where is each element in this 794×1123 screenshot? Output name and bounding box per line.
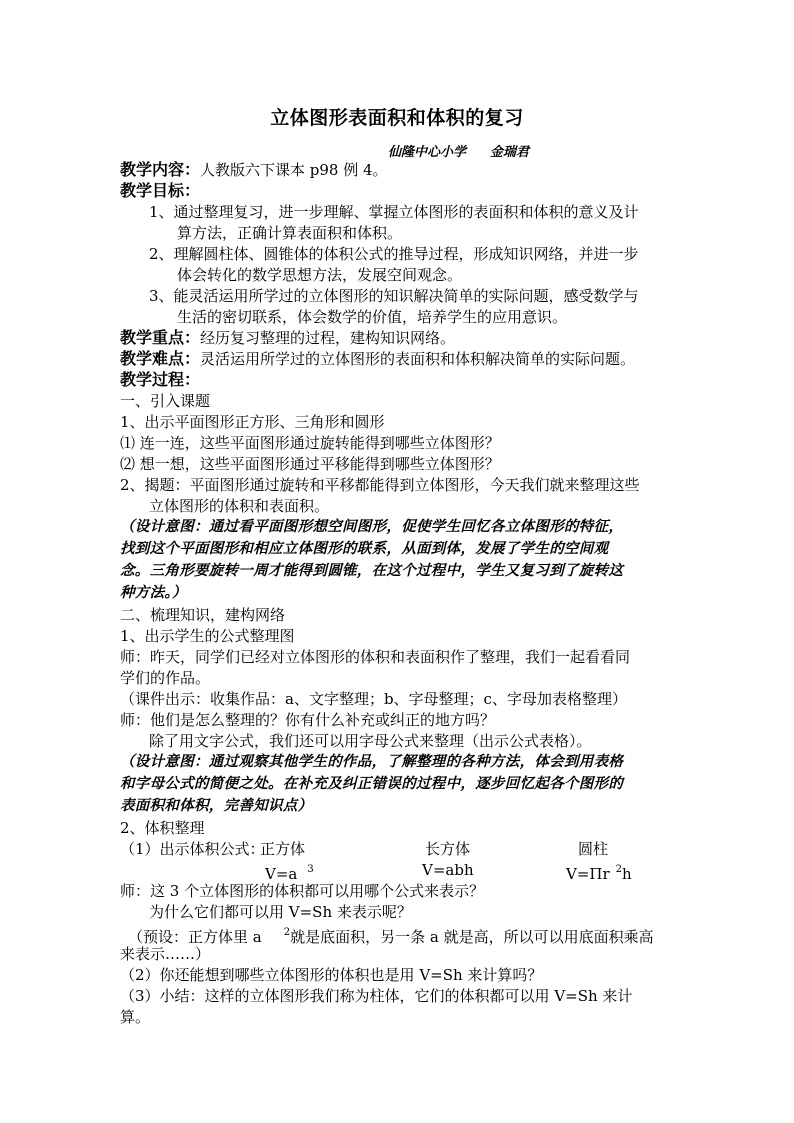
step-2-1-courseware: （课件出示：收集作品：a、文字整理；b、字母整理；c、字母加表格整理） [120,690,627,708]
question-2: 为什么它们都可以用 V=Sh 来表示呢？ [149,903,412,921]
section-2-heading: 二、梳理知识，建构网络 [120,606,286,624]
question-1: 师：这 3 个立体图形的体积都可以用哪个公式来表示？ [120,882,485,900]
design-note-1-line-4: 种方法。） [120,584,187,601]
step-1-2-line-2: 立体图形的体积和表面积。 [149,497,330,515]
section-1-heading: 一、引入课题 [120,392,211,410]
page-title: 立体图形表面积和体积的复习 [270,107,524,129]
question-3: （2）你还能想到哪些立体图形的体积也是用 V=Sh 来计算吗？ [120,966,543,984]
key-point-label: 教学重点： [120,328,201,347]
teaching-content-text: 人教版六下课本 p98 例 4。 [200,161,388,179]
summary-line-1: （3）小结：这样的立体图形我们称为柱体，它们的体积都可以用 V=Sh 来计 [120,987,633,1005]
step-2-1-line-2: 学们的作品。 [120,669,211,687]
objective-2-line-1: 2、理解圆柱体、圆锥体的体积公式的推导过程，形成知识网络，并进一步 [149,245,639,263]
design-note-2-line-3: 表面积和体积，完善知识点） [120,797,313,814]
formula-cuboid: V=abh [422,861,474,879]
objective-3-line-1: 3、能灵活运用所学过的立体图形的知识解决简单的实际问题，感受数学与 [149,287,639,305]
author-line [388,141,529,160]
step-1-1-b: ⑵ 想一想，这些平面图形通过平移能得到哪些立体图形？ [120,455,500,473]
formula-cylinder: V=Πr $^2$h [566,864,632,883]
process-label: 教学过程： [120,370,201,389]
step-1-1: 1、出示平面图形正方形、三角形和圆形 [120,413,385,431]
volume-formula-label: （1）出示体积公式： [120,840,265,858]
step-2-2-heading: 2、体积整理 [120,819,205,837]
school-name: 仙隆中心小学 [388,145,467,160]
key-point-text: 经历复习整理的过程，建构知识网络。 [200,329,456,347]
shape-cuboid: 长方体 [425,840,471,858]
author-name: 金瑞君 [490,145,530,160]
objectives-label: 教学目标： [120,181,201,200]
step-2-1: 1、出示学生的公式整理图 [120,627,295,645]
difficulty-label: 教学难点： [120,349,201,368]
step-1-2-line-1: 2、揭题：平面图形通过旋转和平移都能得到立体图形，今天我们就来整理这些 [120,476,640,494]
summary-line-2: 算。 [120,1008,151,1026]
objective-2-line-2: 体会转化的数学思想方法，发展空间观念。 [177,266,463,284]
difficulty-text: 灵活运用所学过的立体图形的表面积和体积解决简单的实际问题。 [200,350,636,368]
preset-answer-line-1: （预设：正方体里 a $^2$就是底面积，另一条 a 就是高，所以可以用底面积乘高 [128,927,654,946]
design-note-1-line-2: 找到这个平面图形和相应立体图形的联系，从面到体，发展了学生的空间观 [120,540,609,557]
design-note-2-line-2: 和字母公式的简便之处。在补充及纠正错误的过程中，逐步回忆起各个图形的 [120,775,624,792]
objective-1-line-2: 算方法，正确计算表面积和体积。 [177,224,403,242]
shape-cylinder: 圆柱 [578,840,609,858]
teaching-content-label: 教学内容： [120,160,201,179]
difficulty [120,349,635,369]
objective-1-line-1: 1、通过整理复习，进一步理解、掌握立体图形的表面积和体积的意义及计 [149,203,639,221]
design-note-2-line-1: （设计意图：通过观察其他学生的作品，了解整理的各种方法，体会到用表格 [120,753,624,770]
step-2-1-formula-table: 除了用文字公式，我们还可以用字母公式来整理（出示公式表格）。 [149,732,592,750]
key-point [120,328,455,348]
step-1-1-a: ⑴ 连一连，这些平面图形通过旋转能得到哪些立体图形？ [120,434,500,452]
objective-3-line-2: 生活的密切联系，体会数学的价值，培养学生的应用意识。 [177,308,568,326]
step-2-1-line-1: 师：昨天，同学们已经对立体图形的体积和表面积作了整理，我们一起看看同 [120,648,631,666]
design-note-1-line-1: （设计意图：通过看平面图形想空间图形，促使学生回忆各立体图形的特征， [120,518,624,535]
step-2-1-question: 师：他们是怎么整理的？你有什么补充或纠正的地方吗？ [120,711,496,729]
formula-cube: V=a $^3$ [265,864,314,883]
design-note-1-line-3: 念。三角形要旋转一周才能得到圆锥，在这个过程中，学生又复习到了旋转这 [120,562,624,579]
teaching-content [120,160,388,180]
preset-answer-line-2: 来表示……） [120,945,211,963]
shape-cube: 正方体 [260,840,306,858]
